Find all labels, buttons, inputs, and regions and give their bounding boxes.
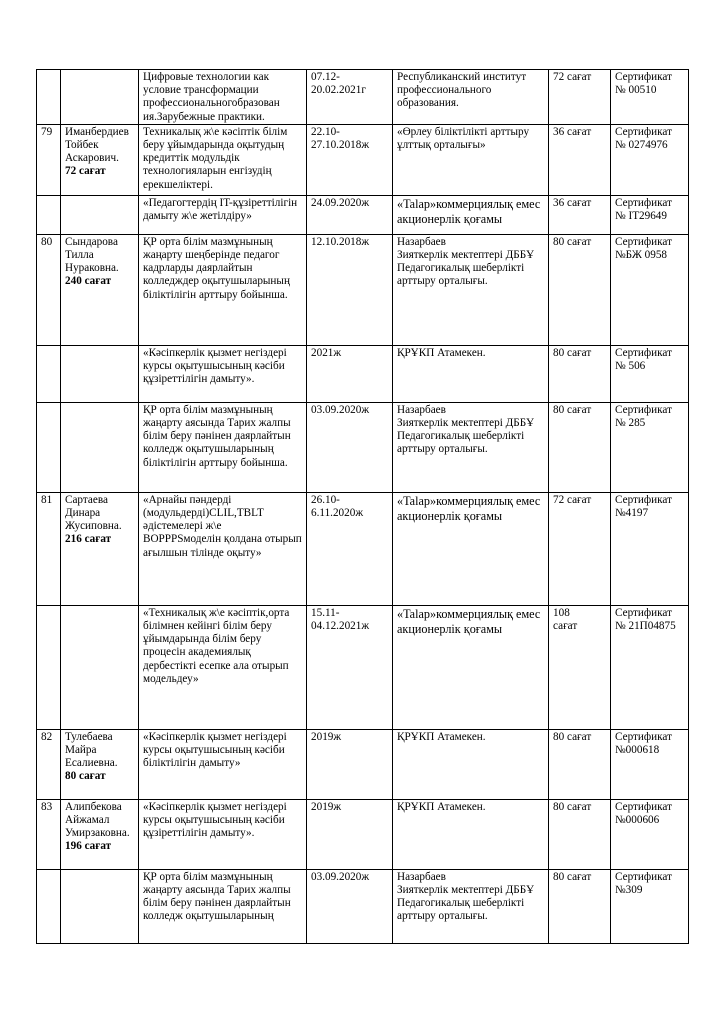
course-duration-text: 80 сағат — [553, 403, 592, 416]
course-title-text: «Кәсіпкерлік қызмет негіздері курсы оқытушысының кәсіби құзіреттілігін дамыту». — [143, 346, 287, 386]
teacher-cell — [61, 124, 139, 195]
course-title — [139, 234, 307, 345]
organizer-text: «Өрлеу біліктілікті арттыру ұлттық орталығы» — [397, 125, 530, 152]
course-date — [307, 605, 393, 729]
total-hours: 72 сағат — [65, 165, 106, 178]
certificate-text: Сертификат № 506 — [615, 346, 672, 373]
teacher-name: Сындарова Тилла Нураковна. — [65, 235, 119, 275]
course-date-text: 2019ж — [311, 800, 342, 813]
table-row — [37, 70, 689, 125]
course-title-text: ҚР орта білім мазмұнының жаңарту аясында Тарих жалпы білім беру пәнінен даярлайтын колледж оқытушыларының біліктілігін арттыру бойынша. — [143, 403, 291, 469]
row-number — [37, 402, 61, 492]
course-title-text: Техникалық ж\е кәсіптік білім беру ұйымдарында оқытудың кредиттік модульдік технологияларын енгізудің ерекшеліктері. — [143, 125, 288, 191]
teacher-name: Сартаева Динара Жусиповна. — [65, 493, 122, 533]
table-row — [37, 605, 689, 729]
teacher-cell — [61, 70, 139, 125]
row-number-text: 81 — [41, 493, 53, 506]
course-title-text: ҚР орта білім мазмұнының жаңарту шеңберінде педагог кадрларды даярлайтын колледждер оқытушыларының біліктілігін арттыру бойынша. — [143, 235, 290, 301]
teacher-cell — [61, 195, 139, 234]
course-duration — [549, 345, 611, 402]
course-date-text: 22.10- 27.10.2018ж — [311, 125, 370, 152]
course-duration-text: 80 сағат — [553, 346, 592, 359]
course-date-text: 03.09.2020ж — [311, 870, 370, 883]
table-row — [37, 402, 689, 492]
teacher-cell — [61, 402, 139, 492]
course-duration — [549, 124, 611, 195]
teacher-name: Иманбердиев Тойбек Аскарович. — [65, 125, 129, 165]
teacher-cell — [61, 345, 139, 402]
teacher-name: Тулебаева Майра Есалиевна. — [65, 730, 118, 770]
certificate-text: Сертификат №309 — [615, 870, 672, 897]
course-title — [139, 605, 307, 729]
row-number — [37, 799, 61, 869]
row-number — [37, 70, 61, 125]
certificate — [611, 402, 689, 492]
certificate-text: Сертификат №БЖ 0958 — [615, 235, 672, 262]
course-duration — [549, 869, 611, 943]
course-date-text: 26.10- 6.11.2020ж — [311, 493, 364, 520]
course-title — [139, 70, 307, 125]
certificate-text: Сертификат № 0274976 — [615, 125, 672, 152]
course-date — [307, 345, 393, 402]
course-duration — [549, 70, 611, 125]
row-number-text: 80 — [41, 235, 53, 248]
certificate — [611, 195, 689, 234]
organizer — [393, 70, 549, 125]
course-duration-text: 72 сағат — [553, 71, 592, 83]
row-number-text: 79 — [41, 125, 53, 138]
row-number-text: 82 — [41, 730, 53, 743]
course-title-text: ҚР орта білім мазмұнының жаңарту аясында Тарих жалпы білім беру пәнінен даярлайтын колледж оқытушыларының — [143, 870, 291, 923]
course-date — [307, 869, 393, 943]
organizer — [393, 124, 549, 195]
course-duration-text: 80 сағат — [553, 730, 592, 743]
table-body — [37, 70, 689, 944]
certificate — [611, 729, 689, 799]
row-number — [37, 492, 61, 605]
course-date — [307, 195, 393, 234]
organizer — [393, 869, 549, 943]
course-date — [307, 234, 393, 345]
organizer — [393, 799, 549, 869]
course-date — [307, 799, 393, 869]
course-title — [139, 402, 307, 492]
row-number — [37, 124, 61, 195]
course-duration-text: 72 сағат — [553, 493, 592, 506]
table-row — [37, 729, 689, 799]
course-date — [307, 492, 393, 605]
certificate-text: Сертификат № 285 — [615, 403, 672, 430]
course-duration — [549, 234, 611, 345]
teacher-cell — [61, 729, 139, 799]
teacher-cell — [61, 492, 139, 605]
table-row — [37, 195, 689, 234]
teacher-cell — [61, 869, 139, 943]
organizer-text: Назарбаев Зияткерлік мектептері ДББҰ Педагогикалық шеберлікті арттыру орталығы. — [397, 870, 535, 923]
organizer — [393, 492, 549, 605]
total-hours: 216 сағат — [65, 533, 112, 546]
course-duration — [549, 195, 611, 234]
course-duration — [549, 799, 611, 869]
organizer-text: «Talap»коммерциялық емес акционерлік қоғамы — [397, 196, 541, 227]
course-title — [139, 345, 307, 402]
certificate-text: Сертификат №000618 — [615, 730, 672, 757]
course-date — [307, 70, 393, 125]
course-duration — [549, 729, 611, 799]
course-title — [139, 729, 307, 799]
course-title-text: «Кәсіпкерлік қызмет негіздері курсы оқытушысының кәсіби құзіреттілігін дамыту». — [143, 800, 287, 840]
row-number-text: 83 — [41, 800, 53, 813]
organizer — [393, 345, 549, 402]
course-duration-text: 108 сағат — [553, 606, 578, 633]
organizer-text: Республиканский институт профессионального образования. — [397, 71, 527, 110]
certificate — [611, 605, 689, 729]
course-date-text: 24.09.2020ж — [311, 196, 370, 209]
organizer-text: «Talap»коммерциялық емес акционерлік қоғамы — [397, 606, 541, 637]
row-number — [37, 605, 61, 729]
course-date-text: 07.12- 20.02.2021г — [311, 71, 366, 97]
course-title — [139, 492, 307, 605]
teacher-cell — [61, 234, 139, 345]
table-row — [37, 124, 689, 195]
table-row — [37, 345, 689, 402]
organizer — [393, 402, 549, 492]
certificate-text: Сертификат №4197 — [615, 493, 672, 520]
row-number — [37, 234, 61, 345]
certificate — [611, 345, 689, 402]
organizer-text: ҚРҰКП Атамекен. — [397, 730, 486, 743]
certificate — [611, 492, 689, 605]
course-title-text: «Техникалық ж\е кәсіптік,орта білімнен кейінгі білім беру ұйымдарында білім беру процесін академиялық дербестікті есепке ала отырып модельдеу» — [143, 606, 290, 685]
row-number — [37, 195, 61, 234]
course-duration-text: 80 сағат — [553, 235, 592, 248]
course-duration-text: 80 сағат — [553, 870, 592, 883]
course-title — [139, 124, 307, 195]
total-hours: 240 сағат — [65, 275, 112, 288]
course-title-text: «Педагогтердің IT-құзіреттілігін дамыту ж\е жетілдіру» — [143, 196, 298, 223]
row-number — [37, 729, 61, 799]
certificate — [611, 124, 689, 195]
course-title — [139, 195, 307, 234]
course-duration-text: 36 сағат — [553, 196, 592, 209]
course-date — [307, 402, 393, 492]
teacher-cell — [61, 605, 139, 729]
course-duration-text: 36 сағат — [553, 125, 592, 138]
table-row — [37, 492, 689, 605]
total-hours: 80 сағат — [65, 770, 106, 783]
table-row — [37, 799, 689, 869]
row-number — [37, 345, 61, 402]
course-duration — [549, 605, 611, 729]
organizer — [393, 729, 549, 799]
course-duration — [549, 402, 611, 492]
course-date — [307, 124, 393, 195]
course-title-text: «Кәсіпкерлік қызмет негіздері курсы оқытушысының кәсіби біліктілігін дамыту» — [143, 730, 287, 770]
row-number — [37, 869, 61, 943]
course-title-text: «Арнайы пәндерді (модульдерді)CLIL,TBLT әдістемелері ж\е BOPPPSмоделін қолдана отырып ағылшын тілінде оқыту» — [143, 493, 302, 559]
organizer-text: ҚРҰКП Атамекен. — [397, 346, 486, 359]
organizer — [393, 605, 549, 729]
teacher-name: Алипбекова Айжамал Умирзаковна. — [65, 800, 130, 840]
course-date-text: 12.10.2018ж — [311, 235, 370, 248]
certificate — [611, 70, 689, 125]
table-row — [37, 869, 689, 943]
course-title — [139, 799, 307, 869]
course-title — [139, 869, 307, 943]
course-title-text: Цифровые технологии как условие трансформации профессиональногобразован ия.Зарубежные практики. — [143, 71, 280, 123]
certificate — [611, 869, 689, 943]
organizer — [393, 234, 549, 345]
course-duration — [549, 492, 611, 605]
teacher-cell — [61, 799, 139, 869]
certificate — [611, 234, 689, 345]
certificate-text: Сертификат №000606 — [615, 800, 672, 827]
organizer-text: «Talap»коммерциялық емес акционерлік қоғамы — [397, 493, 541, 524]
course-date-text: 2021ж — [311, 346, 342, 359]
organizer-text: ҚРҰКП Атамекен. — [397, 800, 486, 813]
course-date-text: 2019ж — [311, 730, 342, 743]
total-hours: 196 сағат — [65, 840, 112, 853]
organizer-text: Назарбаев Зияткерлік мектептері ДББҰ Педагогикалық шеберлікті арттыру орталығы. — [397, 403, 535, 456]
organizer-text: Назарбаев Зияткерлік мектептері ДББҰ Педагогикалық шеберлікті арттыру орталығы. — [397, 235, 535, 288]
course-date — [307, 729, 393, 799]
course-date-text: 15.11- 04.12.2021ж — [311, 606, 370, 633]
certificate — [611, 799, 689, 869]
certificate-text: Сертификат № IT29649 — [615, 196, 672, 223]
table-row — [37, 234, 689, 345]
organizer — [393, 195, 549, 234]
course-duration-text: 80 сағат — [553, 800, 592, 813]
course-date-text: 03.09.2020ж — [311, 403, 370, 416]
training-records-table — [36, 69, 689, 944]
certificate-text: Сертификат № 00510 — [615, 71, 672, 97]
certificate-text: Сертификат № 21П04875 — [615, 606, 676, 633]
